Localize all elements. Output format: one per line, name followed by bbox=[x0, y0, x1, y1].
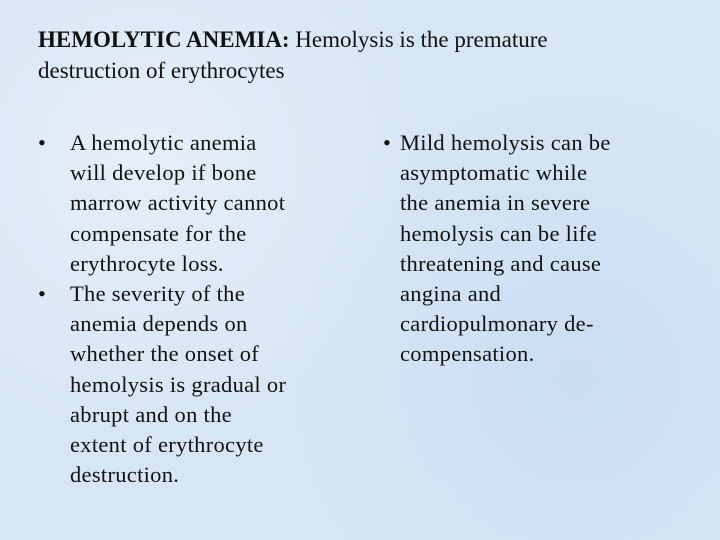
bullet-line: cardiopulmonary de- bbox=[400, 311, 594, 337]
bullet-line: threatening and cause bbox=[400, 250, 602, 276]
bullet-line: Mild hemolysis can be bbox=[400, 130, 611, 155]
slide-title bbox=[38, 24, 548, 86]
bullet-line: compensate for the bbox=[70, 220, 247, 246]
title-term: HEMOLYTIC ANEMIA: bbox=[38, 27, 290, 52]
bullet-line: the anemia in severe bbox=[400, 190, 591, 216]
bullet-line: compensation. bbox=[400, 341, 535, 367]
right-column bbox=[383, 128, 703, 370]
bullet-line: extent of erythrocyte bbox=[70, 432, 264, 458]
bullet-item bbox=[38, 128, 368, 279]
bullet-line: whether the onset of bbox=[70, 341, 260, 367]
bullet-line: destruction. bbox=[70, 462, 180, 488]
left-column bbox=[38, 128, 368, 490]
bullet-icon: • bbox=[38, 281, 47, 307]
bullet-line: hemolysis is gradual or bbox=[70, 371, 287, 397]
bullet-line: marrow activity cannot bbox=[70, 190, 286, 216]
title-definition: Hemolysis is the premature bbox=[289, 27, 548, 52]
title-definition-line2: destruction of erythrocytes bbox=[38, 58, 285, 83]
bullet-line: abrupt and on the bbox=[70, 401, 232, 427]
bullet-line: angina and bbox=[400, 281, 502, 307]
bullet-line: will develop if bone bbox=[70, 160, 257, 186]
bullet-line: anemia depends on bbox=[70, 311, 248, 337]
bullet-item bbox=[38, 279, 368, 490]
bullet-line: A hemolytic anemia bbox=[70, 130, 257, 155]
bullet-line: hemolysis can be life bbox=[400, 220, 597, 246]
bullet-line: The severity of the bbox=[70, 281, 246, 307]
bullet-item bbox=[383, 128, 703, 370]
bullet-icon: • bbox=[383, 130, 392, 155]
bullet-line: asymptomatic while bbox=[400, 160, 588, 186]
bullet-icon: • bbox=[38, 130, 47, 155]
bullet-line: erythrocyte loss. bbox=[70, 250, 224, 276]
